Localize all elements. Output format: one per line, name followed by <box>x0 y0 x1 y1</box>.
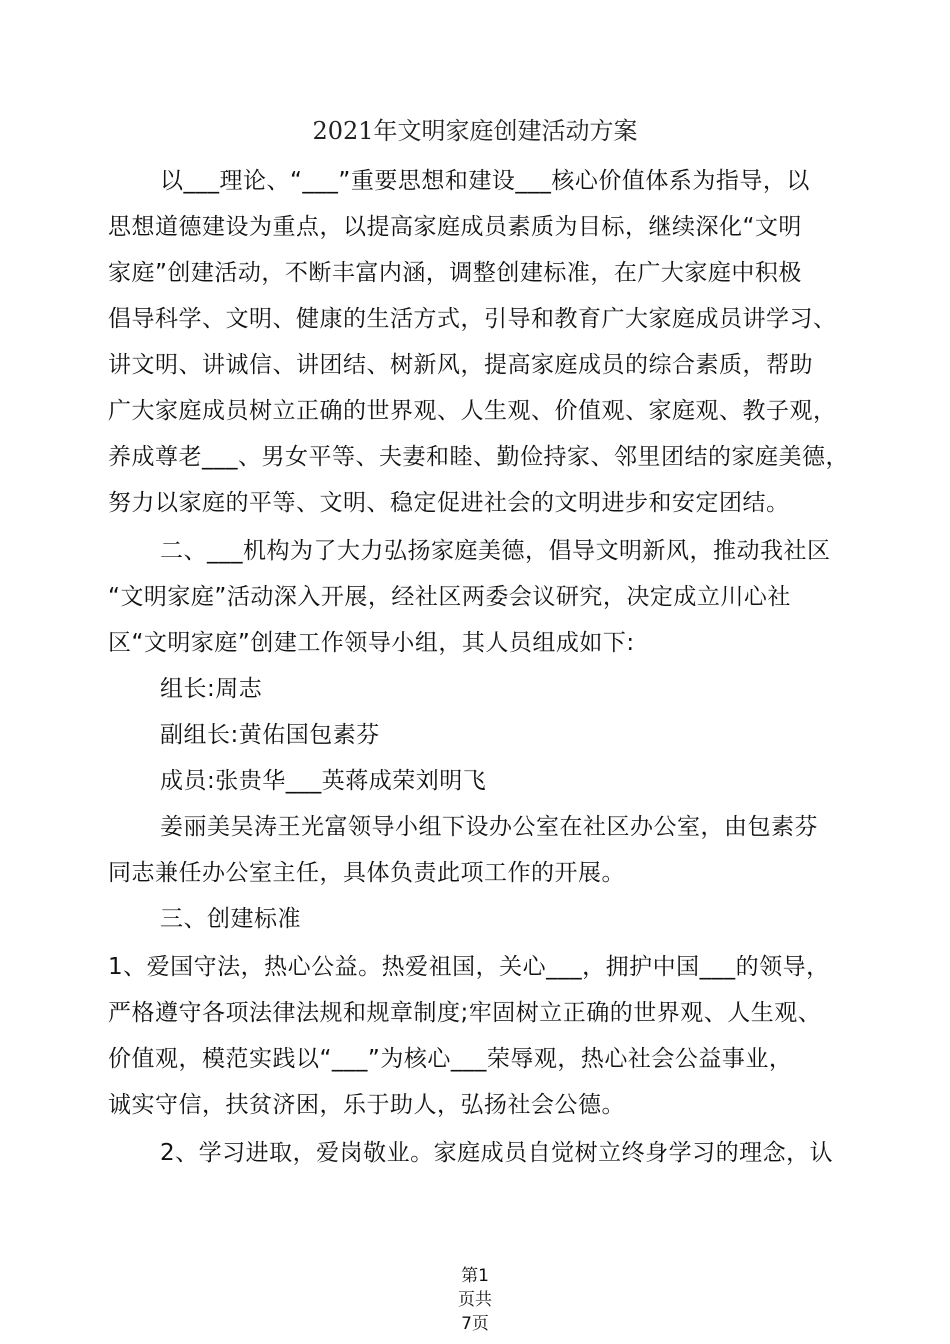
paragraph-line: 讲文明、讲诚信、讲团结、树新风，提高家庭成员的综合素质，帮助 <box>108 352 813 378</box>
paragraph-line: 二、___机构为了大力弘扬家庭美德，倡导文明新风，推动我社区 <box>160 538 831 564</box>
paragraph-line: 努力以家庭的平等、文明、稳定促进社会的文明进步和安定团结。 <box>108 490 790 516</box>
page-number-line-2: 页共 <box>458 1290 492 1310</box>
paragraph-line: 组长:周志 <box>160 676 263 702</box>
paragraph-line: 同志兼任办公室主任，具体负责此项工作的开展。 <box>108 860 625 886</box>
paragraph-line: 广大家庭成员树立正确的世界观、人生观、价值观、家庭观、教子观， <box>108 398 837 424</box>
paragraph-line: “文明家庭”活动深入开展，经社区两委会议研究，决定成立川心社 <box>108 584 791 610</box>
paragraph-line: 以___理论、“___”重要思想和建设___核心价值体系为指导，以 <box>160 168 810 194</box>
paragraph-line: 严格遵守各项法律法规和规章制度;牢固树立正确的世界观、人生观、 <box>108 1000 822 1026</box>
paragraph-line: 1、爱国守法，热心公益。热爱祖国，关心___，拥护中国___的领导， <box>108 954 830 980</box>
paragraph-line: 成员:张贵华___英蒋成荣刘明飞 <box>160 768 487 794</box>
page-number-line-1: 第1 <box>461 1266 489 1286</box>
page-number-line-3: 7页 <box>461 1314 489 1334</box>
paragraph-line: 诚实守信，扶贫济困，乐于助人，弘扬社会公德。 <box>108 1092 625 1118</box>
paragraph-line: 家庭”创建活动，不断丰富内涵，调整创建标准，在广大家庭中积极 <box>108 260 802 286</box>
paragraph-line: 倡导科学、文明、健康的生活方式，引导和教育广大家庭成员讲学习、 <box>108 306 837 332</box>
paragraph-line: 2、学习进取，爱岗敬业。家庭成员自觉树立终身学习的理念，认 <box>160 1140 834 1166</box>
paragraph-line: 思想道德建设为重点，以提高家庭成员素质为目标，继续深化“文明 <box>108 214 802 240</box>
document-title: 2021年文明家庭创建活动方案 <box>312 117 638 145</box>
paragraph-line: 养成尊老___、男女平等、夫妻和睦、勤俭持家、邻里团结的家庭美德， <box>108 444 849 470</box>
section-heading: 三、创建标准 <box>160 906 301 932</box>
paragraph-line: 价值观，模范实践以“___”为核心___荣辱观，热心社会公益事业， <box>108 1046 793 1072</box>
paragraph-line: 副组长:黄佑国包素芬 <box>160 722 380 748</box>
paragraph-line: 区“文明家庭”创建工作领导小组，其人员组成如下: <box>108 630 635 656</box>
paragraph-line: 姜丽美吴涛王光富领导小组下设办公室在社区办公室，由包素芬 <box>160 814 818 840</box>
